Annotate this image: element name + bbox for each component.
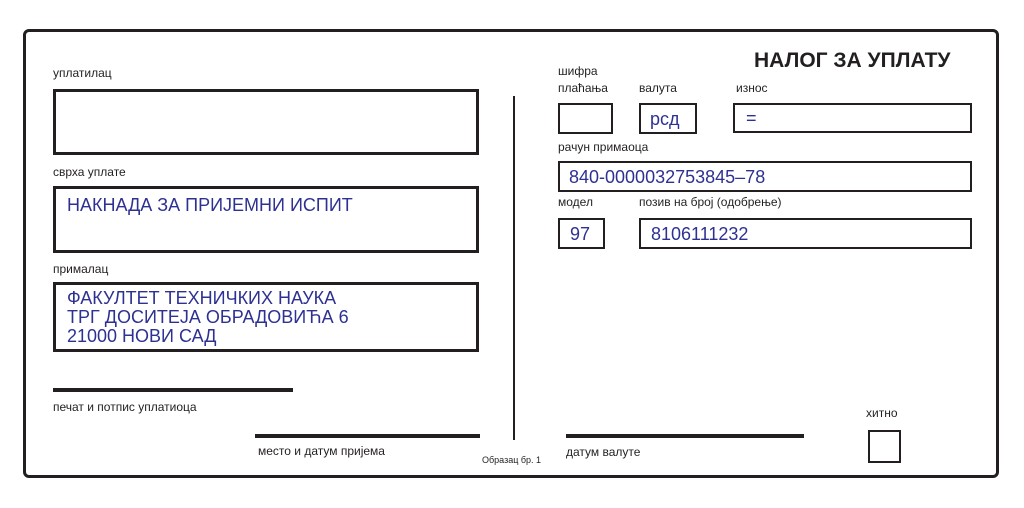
urgent-checkbox[interactable] (868, 430, 901, 463)
signature-label: печат и потпис уплатиоца (53, 400, 197, 414)
purpose-field[interactable] (53, 186, 479, 253)
payment-code-label: шифра (558, 64, 598, 78)
reference-value: 8106111232 (651, 224, 749, 244)
purpose-label: сврха уплате (53, 165, 126, 179)
payer-label: уплатилац (53, 66, 112, 80)
recipient-value (67, 289, 349, 346)
payer-field[interactable] (53, 89, 479, 155)
amount-field[interactable] (733, 103, 972, 133)
model-label: модел (558, 195, 593, 209)
recipient-line: ТРГ ДОСИТЕЈА ОБРАДОВИЋА 6 (67, 307, 349, 327)
recipient-field[interactable] (53, 282, 479, 352)
place-date-line (255, 434, 480, 438)
account-label: рачун примаоца (558, 140, 649, 154)
model-field[interactable] (558, 218, 605, 249)
model-value: 97 (570, 224, 591, 244)
purpose-value: НАКНАДА ЗА ПРИЈЕМНИ ИСПИТ (67, 195, 353, 215)
account-field[interactable] (558, 161, 972, 192)
currency-label: валута (639, 81, 677, 95)
signature-line (53, 388, 293, 392)
reference-field[interactable] (639, 218, 972, 249)
currency-field[interactable] (639, 103, 697, 134)
center-divider (513, 96, 515, 440)
recipient-line: 21000 НОВИ САД (67, 326, 217, 346)
amount-label: износ (736, 81, 768, 95)
payment-code-label-2: плаћања (558, 81, 608, 95)
form-number: Образац бр. 1 (482, 455, 542, 465)
value-date-label: датум валуте (566, 445, 641, 459)
place-date-label: место и датум пријема (258, 444, 385, 458)
recipient-line: ФАКУЛТЕТ ТЕХНИЧКИХ НАУКА (67, 288, 337, 308)
account-value: 840-0000032753845–78 (569, 167, 766, 187)
currency-value: рсд (650, 109, 680, 129)
recipient-label: прималац (53, 262, 109, 276)
urgent-label: хитно (866, 406, 898, 420)
payment-code-field[interactable] (558, 103, 613, 134)
amount-value: = (746, 108, 757, 128)
form-title: НАЛОГ ЗА УПЛАТУ (754, 49, 951, 72)
reference-label: позив на број (одобрење) (639, 195, 782, 209)
value-date-line (566, 434, 804, 438)
